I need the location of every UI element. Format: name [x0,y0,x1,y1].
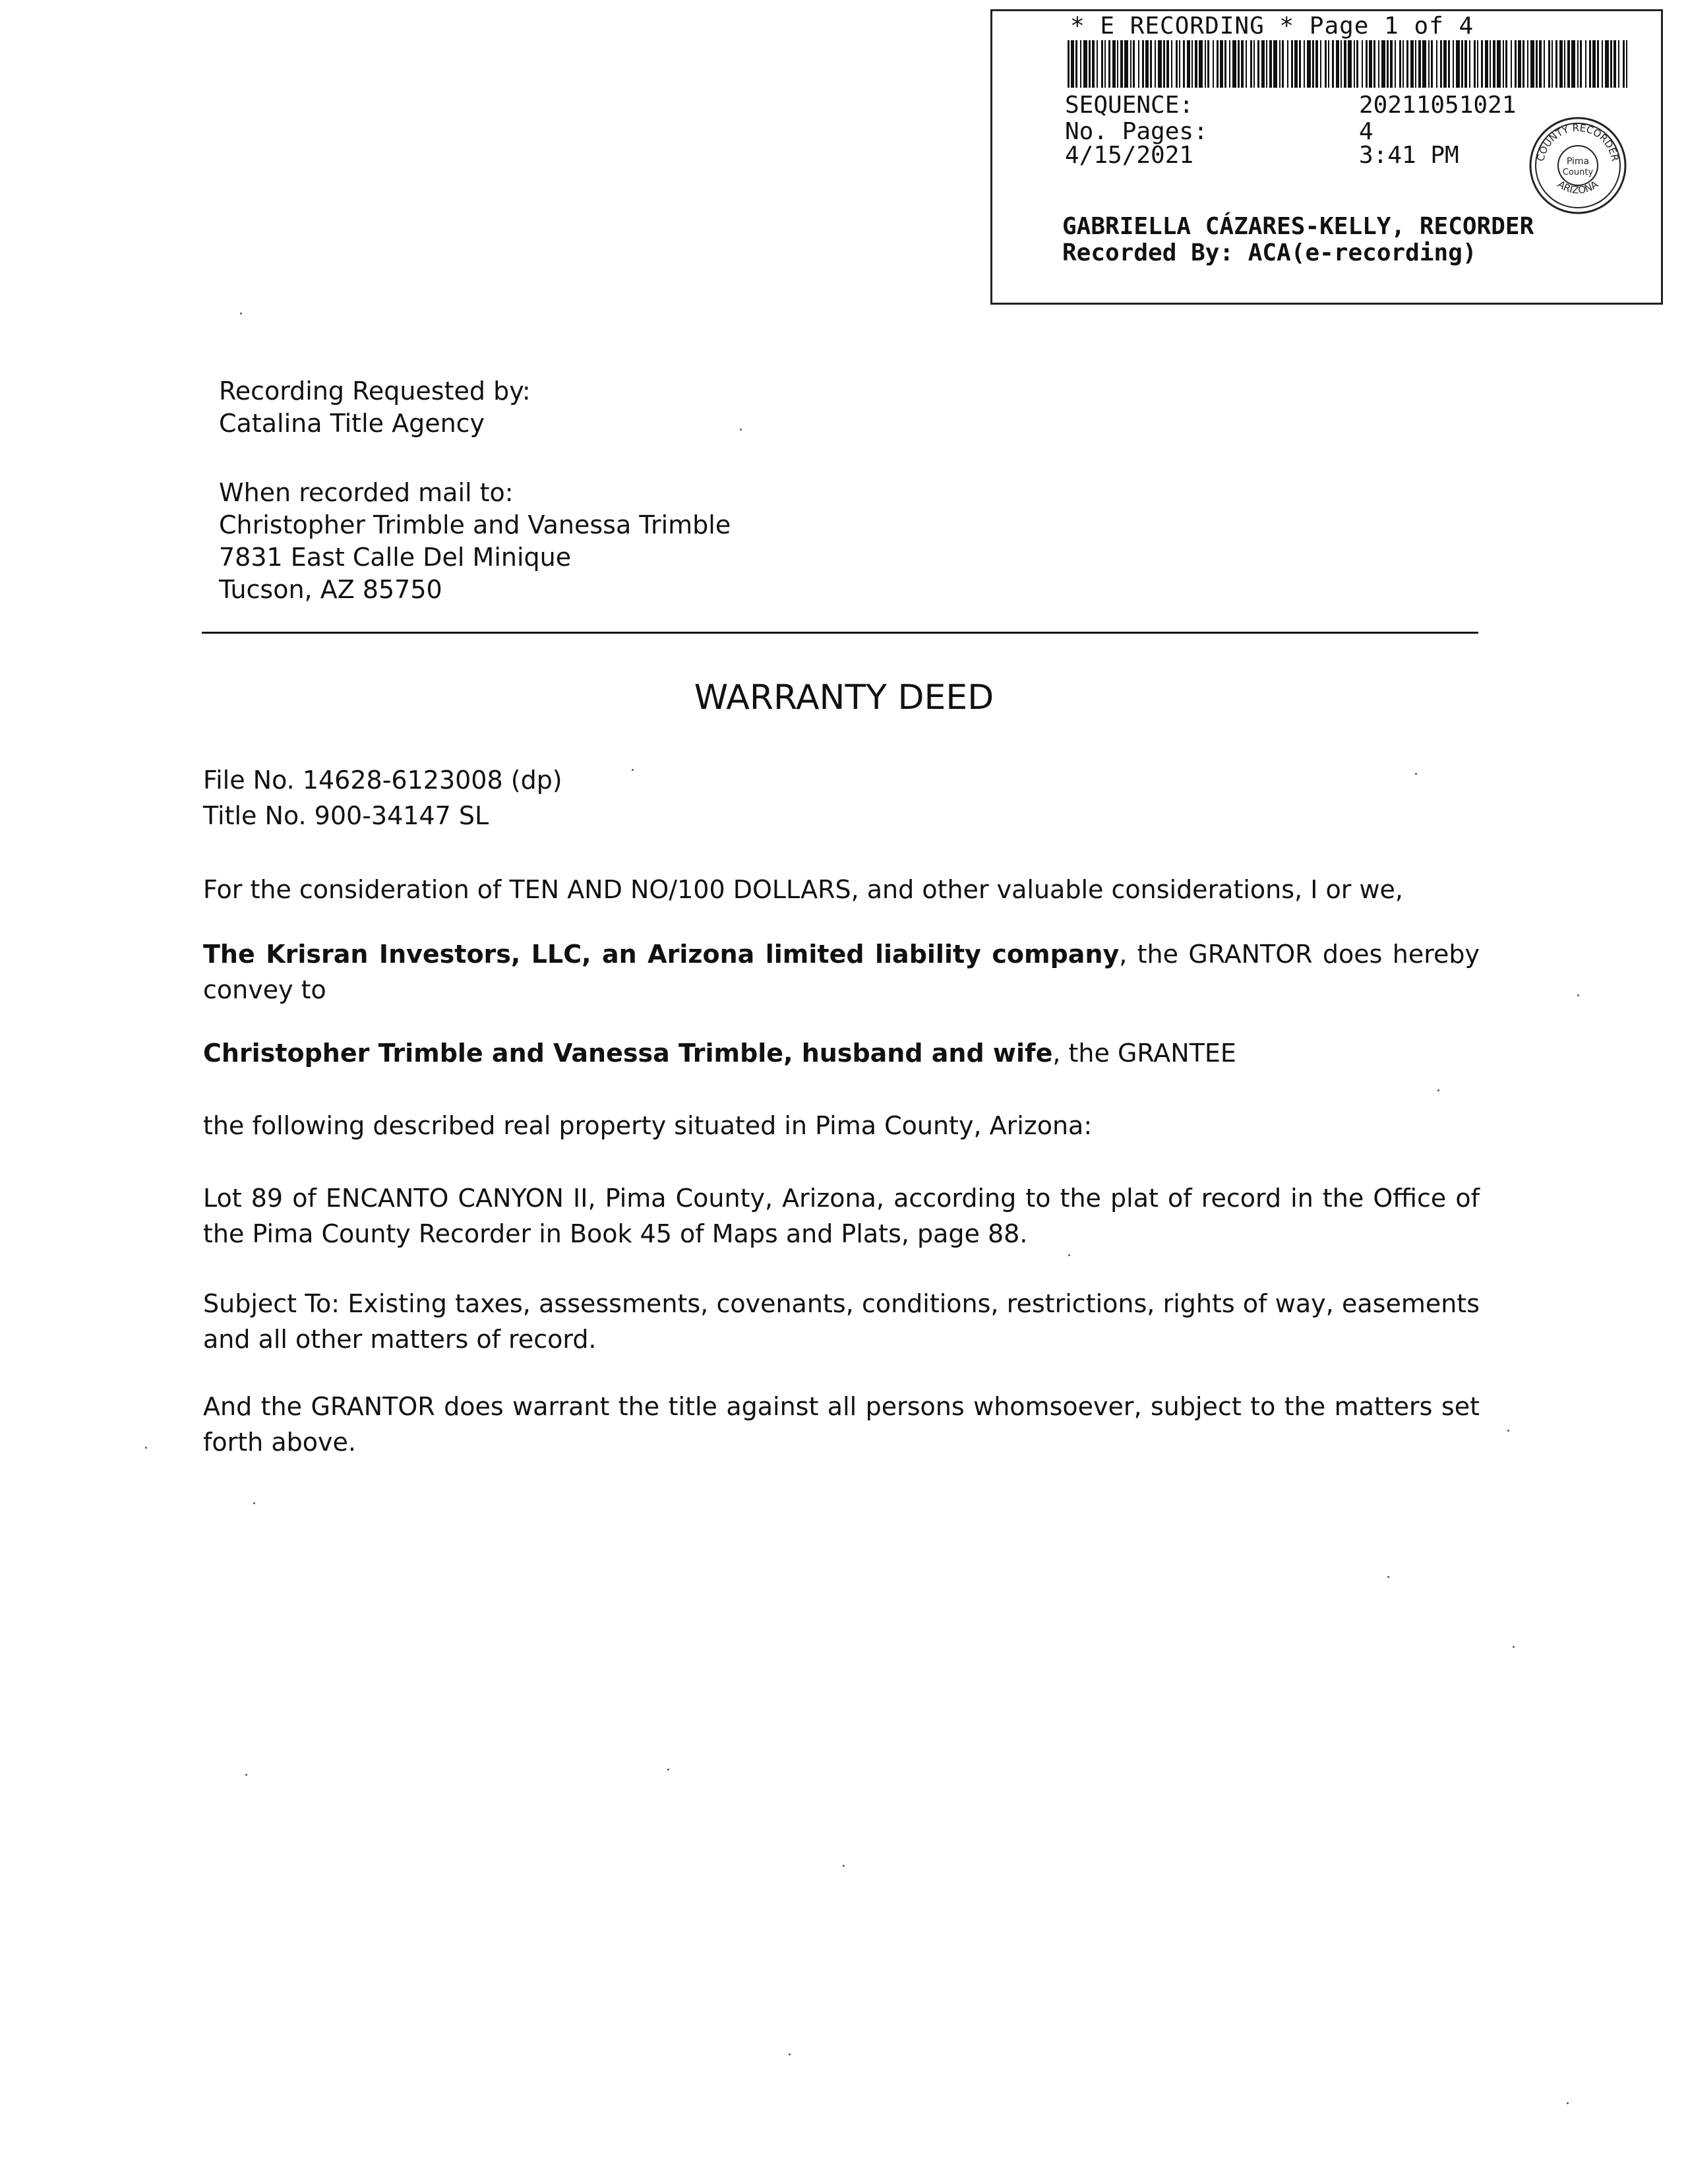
requested-by-label: Recording Requested by: [219,377,531,406]
scan-speck [240,313,242,315]
seal-top-text: COUNTY RECORDER [1534,121,1621,163]
document-title: WARRANTY DEED [694,678,994,717]
scan-speck [632,769,634,771]
header-divider [202,632,1478,634]
title-number: Title No. 900-34147 SL [203,801,489,830]
scan-speck [1567,2102,1569,2104]
recording-stamp [990,9,1663,305]
grantee-paragraph [203,1035,1480,1071]
grantee-name: Christopher Trimble and Vanessa Trimble, husband and wife [203,1039,1053,1068]
legal-description: Lot 89 of ENCANTO CANYON II, Pima County, Arizona, according to the plat of record in the Office of the Pima County Recorder in Book 45 of Maps and Plats, page 88. [203,1184,1480,1248]
scan-speck [740,429,742,431]
recorder-name: GABRIELLA CÁZARES-KELLY, RECORDER [1062,213,1534,240]
scan-speck [1415,773,1417,775]
scan-speck [145,1447,147,1449]
scan-speck [1068,1254,1070,1256]
scan-speck [1507,1430,1509,1432]
sequence-label: SEQUENCE: [1065,92,1194,119]
scan-speck [245,1774,247,1776]
mail-to-label: When recorded mail to: [219,478,514,507]
mail-to-name: Christopher Trimble and Vanessa Trimble [219,510,731,539]
record-time: 3:41 PM [1359,142,1459,169]
grantor-text: , the GRANTOR does hereby convey to [203,940,1480,1004]
record-date: 4/15/2021 [1065,142,1194,169]
svg-text:ARIZONA [1555,178,1601,197]
property-intro: the following described real property situated in Pima County, Arizona: [203,1111,1093,1140]
subject-to-paragraph: Subject To: Existing taxes, assessments, covenants, conditions, restrictions, rights of way, easements and all other matters of record. [203,1289,1480,1354]
mail-to-street: 7831 East Calle Del Minique [219,543,572,572]
seal-center-text-2: County [1562,167,1594,177]
county-seal-icon [1528,115,1628,216]
scan-speck [253,1502,255,1504]
seal-center-text-1: Pima [1566,156,1590,167]
barcode-icon [1068,40,1629,88]
scan-speck [1513,1646,1515,1648]
scan-speck [1577,994,1579,996]
warranty-paragraph: And the GRANTOR does warrant the title against all persons whomsoever, subject to the matters set forth above. [203,1392,1480,1457]
seal-bottom-text: ARIZONA [1555,178,1600,197]
scan-speck [1437,1089,1439,1091]
scan-speck [843,1865,845,1867]
file-number: File No. 14628-6123008 (dp) [203,766,562,795]
recorded-by: Recorded By: ACA(e-recording) [1062,239,1477,266]
pages-label: No. Pages: [1065,118,1208,145]
grantee-text: , the GRANTEE [1052,1039,1236,1068]
consideration-paragraph: For the consideration of TEN AND NO/100 DOLLARS, and other valuable considerations, I or we, [203,875,1403,904]
stamp-header: * E RECORDING * Page 1 of 4 [1070,13,1474,40]
sequence-value: 20211051021 [1359,92,1517,119]
scan-speck [1387,1576,1389,1578]
pages-value: 4 [1359,118,1373,145]
scan-speck [789,2053,791,2055]
grantor-paragraph [203,936,1480,1008]
mail-to-city: Tucson, AZ 85750 [219,575,442,604]
scan-speck [667,1769,669,1771]
requested-by-agency: Catalina Title Agency [219,409,485,438]
grantor-name: The Krisran Investors, LLC, an Arizona limited liability company [203,940,1120,969]
